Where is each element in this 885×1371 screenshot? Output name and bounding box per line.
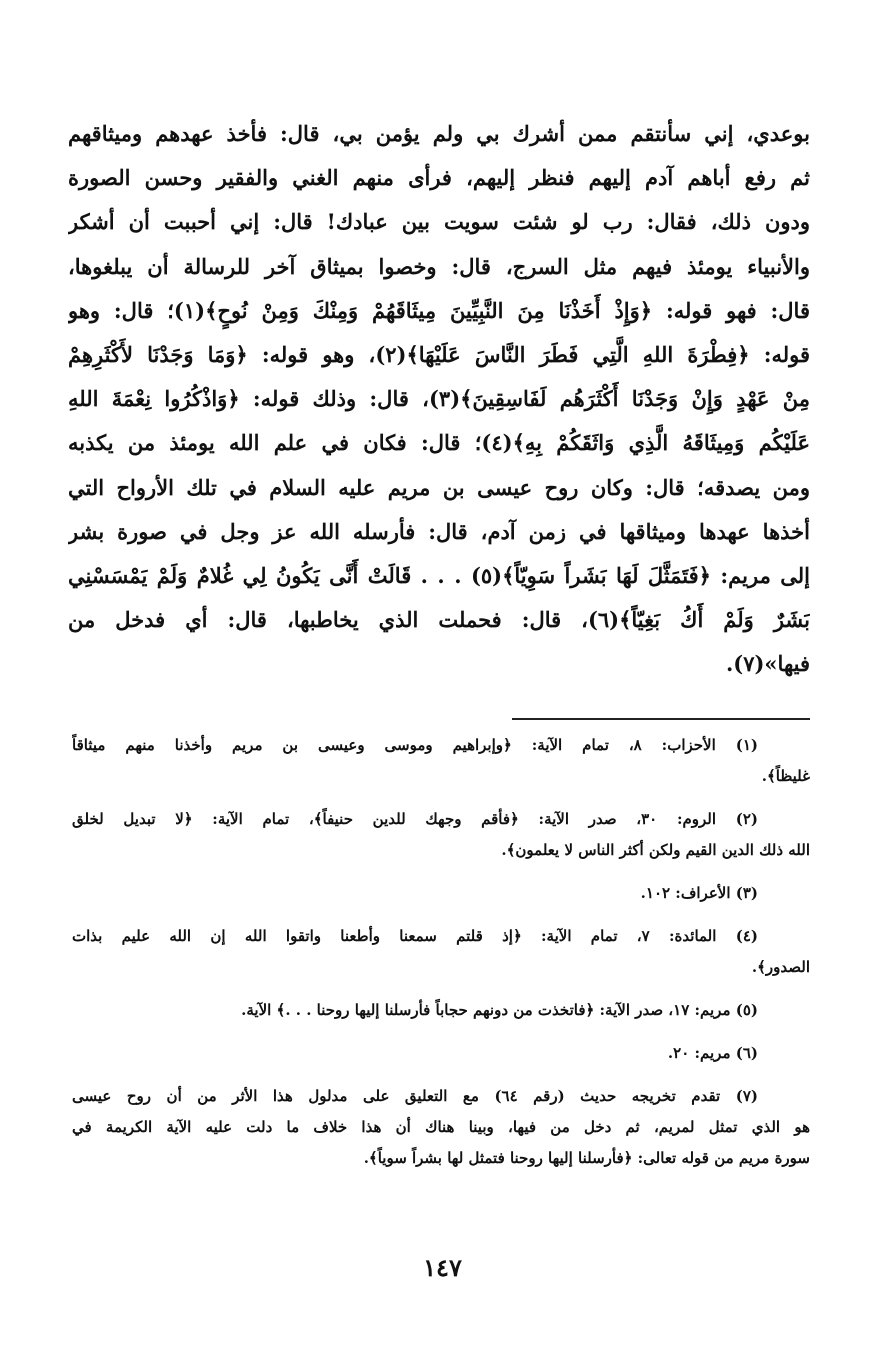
body-line: أخذها عهدها وميثاقها في زمن آدم، قال: فأرسله الله عز وجل في صورة بشر <box>68 518 810 544</box>
body-line: قال: فهو قوله: ﴿وَإِذْ أَخَذْنَا مِنَ النَّبِيِّينَ مِيثَاقَهُمْ وَمِنْكَ وَمِنْ نُوحٍ﴾(١)؛ قال: وهو <box>68 297 810 323</box>
footnote-line: هو الذي تمثل لمريم، ثم دخل من فيها، وبينا هناك أن هذا خلاف ما دلت عليه الآية الكريمة في <box>72 1118 810 1136</box>
footnote-line: (٣) الأعراف: ١٠٢. <box>640 884 758 902</box>
footnote-gap <box>72 1026 810 1038</box>
footnote-gap <box>72 1069 810 1081</box>
footnote-line: (٧) تقدم تخريجه حديث (رقم ٦٤) مع التعليق على مدلول هذا الأثر من أن روح عيسى <box>72 1087 758 1105</box>
body-line: بوعدي، إني سأنتقم ممن أشرك بي ولم يؤمن بي، قال: فأخذ عهدهم وميثاقهم <box>68 121 810 146</box>
footnote-gap <box>72 866 810 878</box>
footnote-gap <box>72 983 810 995</box>
page-number: ١٤٧ <box>423 1253 462 1282</box>
footnote-gap <box>72 909 810 921</box>
footnote <box>72 995 810 1026</box>
footnote-line: (١) الأحزاب: ٨، تمام الآية: ﴿وإبراهيم وموسى وعيسى بن مريم وأخذنا منهم ميثاقاً <box>72 736 758 754</box>
footnote-line: (٦) مريم: ٢٠. <box>667 1044 758 1062</box>
footnote-line: غليظاً﴾. <box>761 767 810 785</box>
footnote <box>72 921 810 983</box>
footnote <box>72 730 810 792</box>
footnote <box>72 1038 810 1069</box>
footnote-separator-line <box>512 718 810 720</box>
body-line: عَلَيْكُم وَمِيثَاقَهُ الَّذِي وَاثَقَكُمْ بِهِ﴾(٤)؛ قال: فكان في علم الله يومئذ من يكذبه <box>68 430 810 456</box>
footnote-gap <box>72 792 810 804</box>
footnote <box>72 1081 810 1174</box>
body-line: فيها»(٧). <box>725 651 810 677</box>
body-line: بَشَرٌ وَلَمْ أَكُ بَغِيّاً﴾(٦)، قال: فحملت الذي يخاطبها، قال: أي فدخل من <box>68 607 810 633</box>
body-line: إلى مريم: ﴿فَتَمَثَّلَ لَهَا بَشَراً سَوِيّاً﴾(٥) . . . قَالَتْ أَنَّى يَكُونُ لِي غُلامٌ وَلَمْ يَمْسَسْنِي <box>68 562 810 588</box>
footnote-line: سورة مريم من قوله تعالى: ﴿فأرسلنا إليها روحنا فتمثل لها بشراً سوياً﴾. <box>363 1149 810 1167</box>
main-text-block <box>68 112 810 686</box>
body-line: ودون ذلك، فقال: رب لو شئت سويت بين عبادك! قال: إني أحببت أن أشكر <box>68 209 810 235</box>
footnote-line: الله ذلك الدين القيم ولكن أكثر الناس لا يعلمون﴾. <box>501 841 810 859</box>
footnote-line: (٤) المائدة: ٧، تمام الآية: ﴿إذ قلتم سمعنا وأطعنا واتقوا الله إن الله عليم بذات <box>72 927 758 945</box>
body-line: والأنبياء يومئذ فيهم مثل السرج، قال: وخصوا بميثاق آخر للرسالة أن يبلغوها، <box>68 253 810 279</box>
footnotes-block <box>72 730 810 1174</box>
body-line: ومن يصدقه؛ قال: وكان روح عيسى بن مريم عليه السلام في تلك الأرواح التي <box>68 474 810 500</box>
body-line: ثم رفع أباهم آدم إليهم فنظر إليهم، فرأى منهم الغني والفقير وحسن الصورة <box>68 165 810 191</box>
footnote-line: (٥) مريم: ١٧، صدر الآية: ﴿فاتخذت من دونهم حجاباً فأرسلنا إليها روحنا . . .﴾ الآية. <box>241 1001 758 1019</box>
body-line: قوله: ﴿فِطْرَةَ اللهِ الَّتِي فَطَرَ النَّاسَ عَلَيْهَا﴾(٢)، وهو قوله: ﴿وَمَا وَجَدْنَا لأَكْثَرِهِمْ <box>68 341 810 367</box>
footnote <box>72 804 810 866</box>
footnote <box>72 878 810 909</box>
footnote-line: (٢) الروم: ٣٠، صدر الآية: ﴿فأقم وجهك للدين حنيفاً﴾، تمام الآية: ﴿لا تبديل لخلق <box>72 810 759 828</box>
footnote-line: الصدور﴾. <box>751 958 810 976</box>
body-line: مِنْ عَهْدٍ وَإِنْ وَجَدْنَا أَكْثَرَهُم لَفَاسِقِينَ﴾(٣)، قال: وذلك قوله: ﴿وَاذْكُرُوا نِعْمَةَ اللهِ <box>68 386 810 412</box>
